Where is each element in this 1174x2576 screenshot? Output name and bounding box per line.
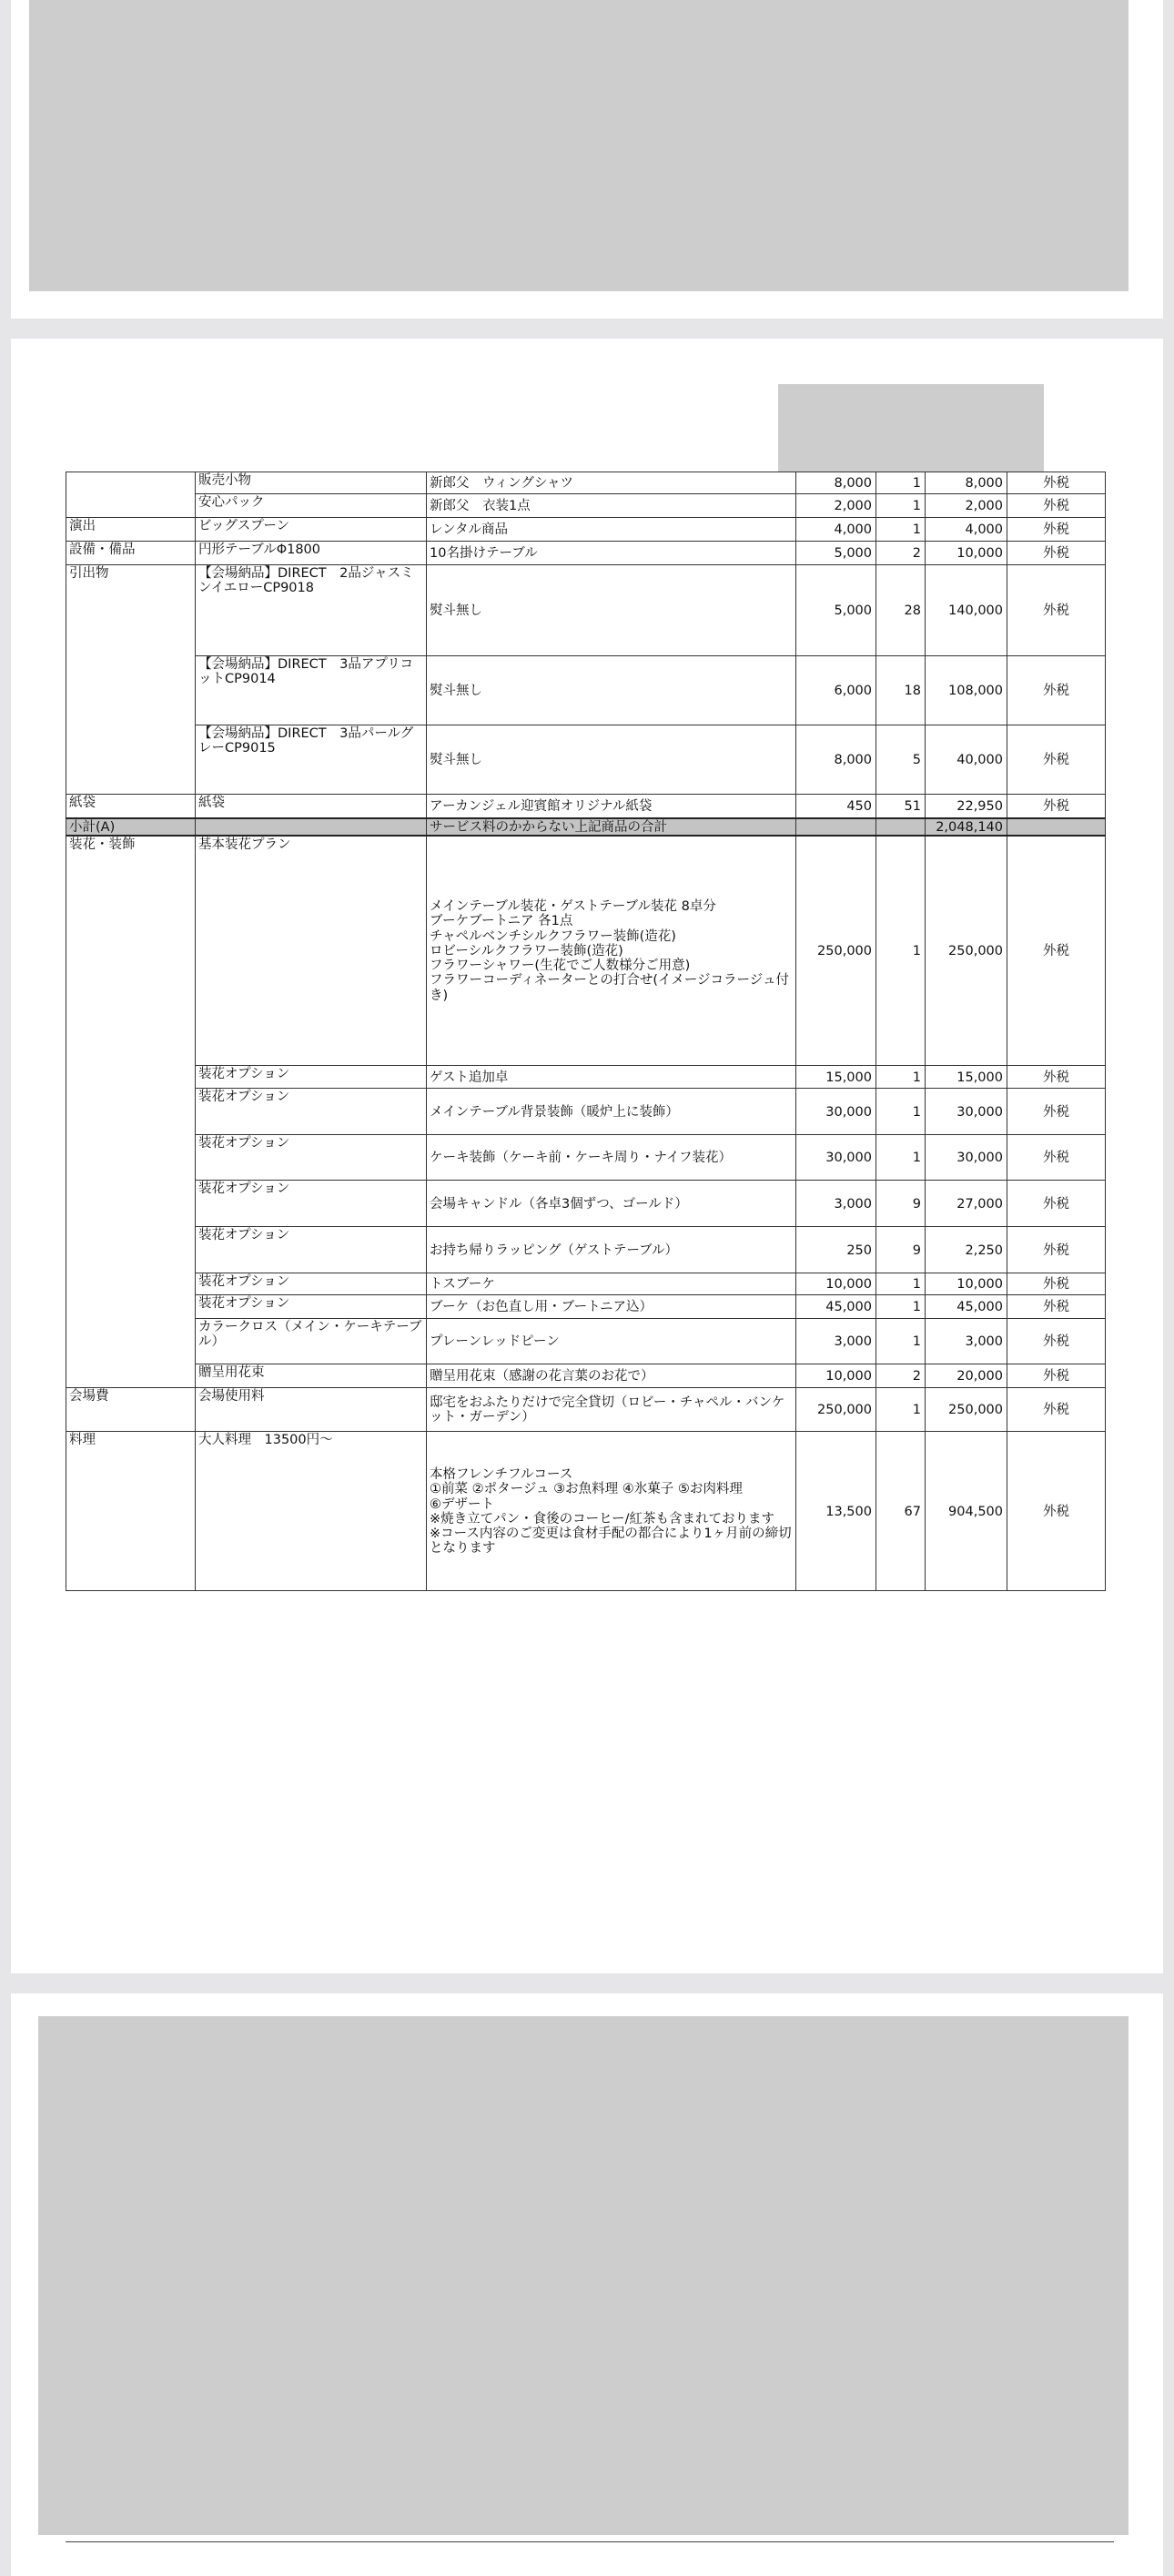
tax-cell: 外税 [1007, 1295, 1106, 1319]
table-row [66, 1135, 1106, 1181]
amount-cell: 10,000 [926, 542, 1007, 565]
amount-cell: 2,000 [926, 494, 1007, 518]
item-cell: 装花オプション [196, 1135, 427, 1181]
description-cell: アーカンジェル迎賓館オリジナル紙袋 [427, 795, 796, 818]
category-cell: 小計(A) [66, 818, 196, 836]
amount-cell: 8,000 [926, 472, 1007, 494]
item-cell: 基本装花プラン [196, 836, 427, 1066]
item-cell: 装花オプション [196, 1227, 427, 1273]
amount-cell: 30,000 [926, 1135, 1007, 1181]
table-row [66, 1089, 1106, 1135]
amount-cell: 108,000 [926, 656, 1007, 725]
unit-price-cell: 250 [796, 1227, 876, 1273]
quantity-cell: 1 [876, 1066, 926, 1089]
table-row [66, 542, 1106, 565]
quantity-cell [876, 818, 926, 836]
description-cell: 本格フレンチフルコース ①前菜 ②ポタージュ ③お魚料理 ④氷菓子 ⑤お肉料理 ⑥デザート ※焼き立てパン・食後のコーヒー/紅茶も含まれております ※コース内容のご変更は食材手配の都合により1ヶ月前の締切となります [427, 1432, 796, 1591]
table-row [66, 1181, 1106, 1227]
description-cell: お持ち帰りラッピング（ゲストテーブル） [427, 1227, 796, 1273]
quantity-cell: 1 [876, 1388, 926, 1432]
unit-price-cell [796, 818, 876, 836]
item-cell: 【会場納品】DIRECT 3品アプリコットCP9014 [196, 656, 427, 725]
description-cell: プレーンレッドピーン [427, 1319, 796, 1364]
amount-cell: 22,950 [926, 795, 1007, 818]
amount-cell: 140,000 [926, 565, 1007, 656]
unit-price-cell: 450 [796, 795, 876, 818]
description-cell: トスブーケ [427, 1273, 796, 1295]
amount-cell: 15,000 [926, 1066, 1007, 1089]
tax-cell: 外税 [1007, 1227, 1106, 1273]
tax-cell: 外税 [1007, 1388, 1106, 1432]
tax-cell: 外税 [1007, 1135, 1106, 1181]
table-row [66, 1319, 1106, 1364]
unit-price-cell: 2,000 [796, 494, 876, 518]
unit-price-cell: 15,000 [796, 1066, 876, 1089]
tax-cell: 外税 [1007, 1319, 1106, 1364]
tax-cell: 外税 [1007, 725, 1106, 795]
quantity-cell: 1 [876, 1295, 926, 1319]
category-cell [66, 472, 196, 518]
item-cell: ビッグスプーン [196, 518, 427, 542]
description-cell: 熨斗無し [427, 725, 796, 795]
tax-cell: 外税 [1007, 472, 1106, 494]
table-row [66, 1066, 1106, 1089]
subtotal-row [66, 818, 1106, 836]
tax-cell: 外税 [1007, 542, 1106, 565]
tax-cell: 外税 [1007, 1066, 1106, 1089]
description-cell: サービス料のかからない上記商品の合計 [427, 818, 796, 836]
table-row [66, 1227, 1106, 1273]
table-row [66, 725, 1106, 795]
table-row [66, 472, 1106, 494]
item-cell: 安心パック [196, 494, 427, 518]
tax-cell: 外税 [1007, 518, 1106, 542]
description-cell: 贈呈用花束（感謝の花言葉のお花で） [427, 1364, 796, 1388]
quantity-cell: 1 [876, 1273, 926, 1295]
amount-cell: 30,000 [926, 1089, 1007, 1135]
unit-price-cell: 8,000 [796, 472, 876, 494]
unit-price-cell: 30,000 [796, 1135, 876, 1181]
amount-cell: 2,048,140 [926, 818, 1007, 836]
item-cell: 紙袋 [196, 795, 427, 818]
item-cell: 装花オプション [196, 1295, 427, 1319]
unit-price-cell: 4,000 [796, 518, 876, 542]
quantity-cell: 5 [876, 725, 926, 795]
tax-cell: 外税 [1007, 494, 1106, 518]
unit-price-cell: 5,000 [796, 542, 876, 565]
quantity-cell: 67 [876, 1432, 926, 1591]
description-cell: 熨斗無し [427, 565, 796, 656]
item-cell: 円形テーブルΦ1800 [196, 542, 427, 565]
tax-cell: 外税 [1007, 836, 1106, 1066]
description-cell: 新郎父 衣装1点 [427, 494, 796, 518]
table-row [66, 656, 1106, 725]
description-cell: ブーケ（お色直し用・ブートニア込） [427, 1295, 796, 1319]
table-row [66, 1273, 1106, 1295]
description-cell: 10名掛けテーブル [427, 542, 796, 565]
amount-cell: 3,000 [926, 1319, 1007, 1364]
quantity-cell: 1 [876, 836, 926, 1066]
unit-price-cell: 5,000 [796, 565, 876, 656]
quantity-cell: 2 [876, 542, 926, 565]
amount-cell: 2,250 [926, 1227, 1007, 1273]
unit-price-cell: 250,000 [796, 1388, 876, 1432]
item-cell: 装花オプション [196, 1181, 427, 1227]
table-row [66, 518, 1106, 542]
estimate-page [11, 339, 1163, 1973]
redacted-block [778, 384, 1044, 472]
tax-cell [1007, 818, 1106, 836]
item-cell: 【会場納品】DIRECT 2品ジャスミンイエローCP9018 [196, 565, 427, 656]
unit-price-cell: 10,000 [796, 1364, 876, 1388]
amount-cell: 10,000 [926, 1273, 1007, 1295]
table-row [66, 1364, 1106, 1388]
table-top-border [66, 2541, 1114, 2542]
estimate-table [66, 472, 1106, 1591]
amount-cell: 27,000 [926, 1181, 1007, 1227]
amount-cell: 4,000 [926, 518, 1007, 542]
unit-price-cell: 250,000 [796, 836, 876, 1066]
tax-cell: 外税 [1007, 1181, 1106, 1227]
category-cell: 料理 [66, 1432, 196, 1591]
amount-cell: 904,500 [926, 1432, 1007, 1591]
quantity-cell: 9 [876, 1181, 926, 1227]
next-page [11, 1993, 1163, 2576]
redacted-block [38, 2016, 1128, 2535]
category-cell: 装花・装飾 [66, 836, 196, 1388]
quantity-cell: 1 [876, 1089, 926, 1135]
amount-cell: 40,000 [926, 725, 1007, 795]
category-cell: 演出 [66, 518, 196, 542]
description-cell: 熨斗無し [427, 656, 796, 725]
description-cell: メインテーブル背景装飾（暖炉上に装飾） [427, 1089, 796, 1135]
amount-cell: 20,000 [926, 1364, 1007, 1388]
unit-price-cell: 6,000 [796, 656, 876, 725]
unit-price-cell: 45,000 [796, 1295, 876, 1319]
unit-price-cell: 3,000 [796, 1319, 876, 1364]
amount-cell: 250,000 [926, 1388, 1007, 1432]
category-cell: 紙袋 [66, 795, 196, 818]
item-cell: カラークロス（メイン・ケーキテーブル） [196, 1319, 427, 1364]
quantity-cell: 1 [876, 518, 926, 542]
quantity-cell: 1 [876, 494, 926, 518]
table-row [66, 1432, 1106, 1591]
unit-price-cell: 30,000 [796, 1089, 876, 1135]
tax-cell: 外税 [1007, 1364, 1106, 1388]
quantity-cell: 1 [876, 1319, 926, 1364]
table-row [66, 565, 1106, 656]
quantity-cell: 18 [876, 656, 926, 725]
description-cell: ゲスト追加卓 [427, 1066, 796, 1089]
previous-page [11, 0, 1163, 319]
redacted-block [29, 0, 1128, 291]
description-cell: 邸宅をおふたりだけで完全貸切（ロビー・チャペル・バンケット・ガーデン） [427, 1388, 796, 1432]
item-cell: 装花オプション [196, 1273, 427, 1295]
description-cell: 新郎父 ウィングシャツ [427, 472, 796, 494]
unit-price-cell: 8,000 [796, 725, 876, 795]
tax-cell: 外税 [1007, 1273, 1106, 1295]
quantity-cell: 1 [876, 472, 926, 494]
description-cell: 会場キャンドル（各卓3個ずつ、ゴールド） [427, 1181, 796, 1227]
quantity-cell: 9 [876, 1227, 926, 1273]
item-cell: 【会場納品】DIRECT 3品パールグレーCP9015 [196, 725, 427, 795]
category-cell: 会場費 [66, 1388, 196, 1432]
table-row [66, 1388, 1106, 1432]
amount-cell: 250,000 [926, 836, 1007, 1066]
item-cell: 販売小物 [196, 472, 427, 494]
unit-price-cell: 3,000 [796, 1181, 876, 1227]
table-row [66, 494, 1106, 518]
unit-price-cell: 10,000 [796, 1273, 876, 1295]
description-cell: ケーキ装飾（ケーキ前・ケーキ周り・ナイフ装花） [427, 1135, 796, 1181]
tax-cell: 外税 [1007, 656, 1106, 725]
category-cell: 設備・備品 [66, 542, 196, 565]
item-cell: 装花オプション [196, 1066, 427, 1089]
tax-cell: 外税 [1007, 1432, 1106, 1591]
item-cell: 装花オプション [196, 1089, 427, 1135]
unit-price-cell: 13,500 [796, 1432, 876, 1591]
description-cell: メインテーブル装花・ゲストテーブル装花 8卓分 ブーケブートニア 各1点 チャペルベンチシルクフラワー装飾(造花) ロビーシルクフラワー装飾(造花) フラワーシャワー(生花でご人数様分ご用意) フラワーコーディネーターとの打合せ(イメージコラージュ付き) [427, 836, 796, 1066]
item-cell: 大人料理 13500円～ [196, 1432, 427, 1591]
quantity-cell: 2 [876, 1364, 926, 1388]
item-cell: 会場使用料 [196, 1388, 427, 1432]
quantity-cell: 51 [876, 795, 926, 818]
tax-cell: 外税 [1007, 565, 1106, 656]
item-cell [196, 818, 427, 836]
tax-cell: 外税 [1007, 1089, 1106, 1135]
quantity-cell: 1 [876, 1135, 926, 1181]
tax-cell: 外税 [1007, 795, 1106, 818]
table-row [66, 836, 1106, 1066]
quantity-cell: 28 [876, 565, 926, 656]
item-cell: 贈呈用花束 [196, 1364, 427, 1388]
amount-cell: 45,000 [926, 1295, 1007, 1319]
table-row [66, 795, 1106, 818]
description-cell: レンタル商品 [427, 518, 796, 542]
table-row [66, 1295, 1106, 1319]
category-cell: 引出物 [66, 565, 196, 795]
